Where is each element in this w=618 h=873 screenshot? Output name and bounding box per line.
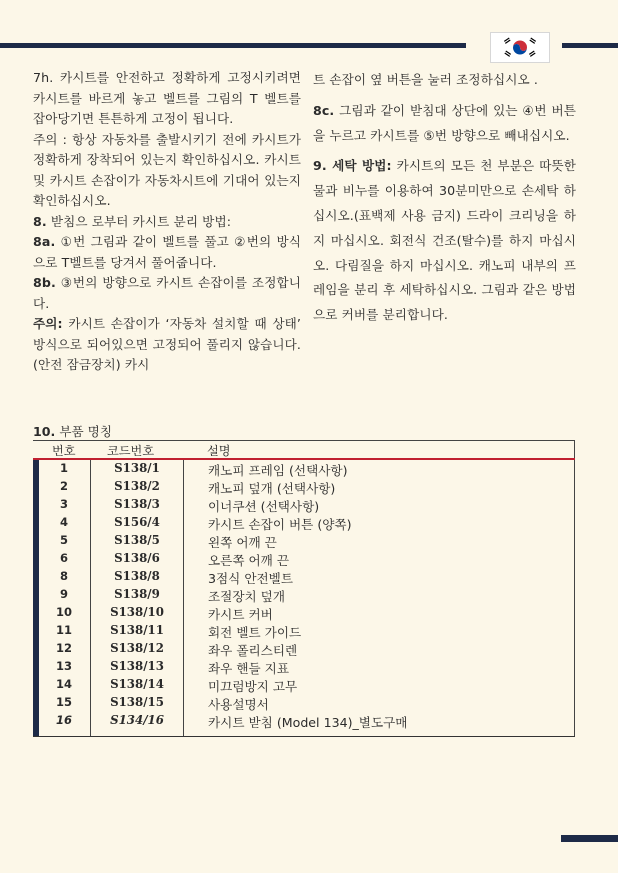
cell-no: 10 [55, 605, 72, 619]
table-header [33, 441, 575, 458]
instruction-8b: 8b. ③번의 방향으로 카시트 손잡이를 조정합니다. [33, 275, 301, 311]
cell-no: 13 [55, 659, 72, 673]
cell-code: S138/12 [110, 641, 164, 655]
cell-desc: 좌우 핸들 지표 [208, 661, 289, 676]
cell-no: 6 [59, 551, 68, 565]
instruction-8c: 8c. 그림과 같이 받침대 상단에 있는 ④번 버튼을 누르고 카시트를 ⑤번 방향으로 빼내십시오. [313, 102, 576, 143]
table-row [33, 550, 575, 568]
cell-code: S138/2 [114, 479, 160, 493]
cell-code: S138/13 [110, 659, 164, 673]
cell-code: S138/1 [114, 461, 160, 475]
cell-no: 3 [59, 497, 68, 511]
instruction-continued: 트 손잡이 옆 버튼을 눌러 조정하십시오 . [313, 72, 538, 87]
table-row [33, 532, 575, 550]
table-row [33, 586, 575, 604]
cell-desc: 캐노피 덮개 (선택사항) [208, 481, 336, 496]
header-code: 코드번호 [107, 444, 155, 458]
cell-desc: 사용설명서 [208, 697, 269, 712]
cell-no: 15 [55, 695, 72, 709]
table-row [33, 478, 575, 496]
header-rule-right [562, 43, 618, 48]
cell-no: 4 [59, 515, 68, 529]
cell-desc: 조절장치 덮개 [208, 589, 285, 604]
cell-desc: 카시트 손잡이 버튼 (양쪽) [208, 517, 352, 532]
table-row [33, 496, 575, 514]
cell-no: 14 [55, 677, 72, 691]
header-number: 번호 [52, 444, 76, 458]
right-text-column [313, 68, 576, 328]
table-row [33, 694, 575, 712]
cell-code: S156/4 [114, 515, 160, 529]
cell-code: S138/6 [114, 551, 160, 565]
table-row [33, 568, 575, 586]
instruction-9-washing: 9. 세탁 방법: 카시트의 모든 천 부분은 따뜻한 물과 비누를 이용하여 30분미만으로 손세탁 하십시오.(표백제 사용 금지) 드라이 크리닝을 하지 마십시오. 회전식 건조(탈수)를 하지 마십시오. 다림질을 하지 마십시오. 캐노피 내부의 프레임을 분리 후 세탁하십시오. 그림과 같은 방법으로 커버를 분리합니다. [313, 158, 577, 323]
cell-code: S138/10 [110, 605, 164, 619]
cell-no: 8 [59, 569, 68, 583]
header-rule-left [0, 43, 466, 48]
table-row [33, 712, 575, 730]
cell-no: 5 [59, 533, 68, 547]
table-row [33, 640, 575, 658]
cell-code: S138/8 [114, 569, 160, 583]
cell-code: S138/15 [110, 695, 164, 709]
parts-table [33, 440, 575, 737]
instruction-8: 8. 받침으 로부터 카시트 분리 방법: [33, 213, 232, 229]
cell-desc: 회전 벨트 가이드 [208, 625, 302, 640]
korea-flag-icon [490, 32, 550, 63]
cell-no: 1 [59, 461, 68, 475]
cell-desc: 3점식 안전벨트 [208, 571, 294, 586]
cell-no: 11 [55, 623, 72, 637]
instruction-7h: 7h. 카시트를 안전하고 정확하게 고정시키려면 카시트를 바르게 놓고 벨트를 그림의 T 벨트를 잡아당기면 튼튼하게 고정이 됩니다. [33, 70, 301, 126]
caution-handle: 주의: 카시트 손잡이가 ‘자동차 설치할 때 상태’ 방식으로 되어있으면 고정되어 풀리지 않습니다. (안전 잠금장치) 카시 [33, 316, 301, 372]
footer-rule [561, 835, 618, 842]
cell-desc: 카시트 받침 (Model 134)_별도구매 [208, 715, 408, 730]
cell-code: S138/11 [110, 623, 164, 637]
left-text-column [33, 68, 301, 376]
table-row [33, 658, 575, 676]
table-row [33, 460, 575, 478]
cell-desc: 캐노피 프레임 (선택사항) [208, 463, 348, 478]
cell-no: 2 [59, 479, 68, 493]
cell-code: S134/16 [110, 713, 164, 727]
cell-desc: 좌우 폴리스티렌 [208, 643, 298, 658]
cell-desc: 오른쪽 어깨 끈 [208, 553, 289, 568]
header-description: 설명 [207, 444, 231, 458]
cell-no: 12 [55, 641, 72, 655]
table-row [33, 514, 575, 532]
instruction-8a: 8a. ①번 그림과 같이 벨트를 풀고 ②번의 방식으로 T벨트를 당겨서 풀어줍니다. [33, 234, 301, 270]
table-row [33, 622, 575, 640]
cell-desc: 미끄럼방지 고무 [208, 679, 298, 694]
table-row [33, 676, 575, 694]
cell-no: 9 [59, 587, 68, 601]
caution-install: 주의 : 항상 자동차를 출발시키기 전에 카시트가 정확하게 장착되어 있는지 확인하십시오. 카시트 및 카시트 손잡이가 자동차시트에 기대어 있는지 확인하십시오. [33, 131, 301, 208]
cell-desc: 이너쿠션 (선택사항) [208, 499, 320, 514]
cell-desc: 카시트 커버 [208, 607, 273, 622]
parts-section-title: 10. 부품 명칭 [33, 424, 112, 439]
cell-code: S138/9 [114, 587, 160, 601]
cell-code: S138/3 [114, 497, 160, 511]
cell-code: S138/5 [114, 533, 160, 547]
cell-no: 16 [55, 713, 72, 727]
cell-code: S138/14 [110, 677, 164, 691]
cell-desc: 왼쪽 어깨 끈 [208, 535, 277, 550]
table-row [33, 604, 575, 622]
table-body [33, 460, 575, 730]
